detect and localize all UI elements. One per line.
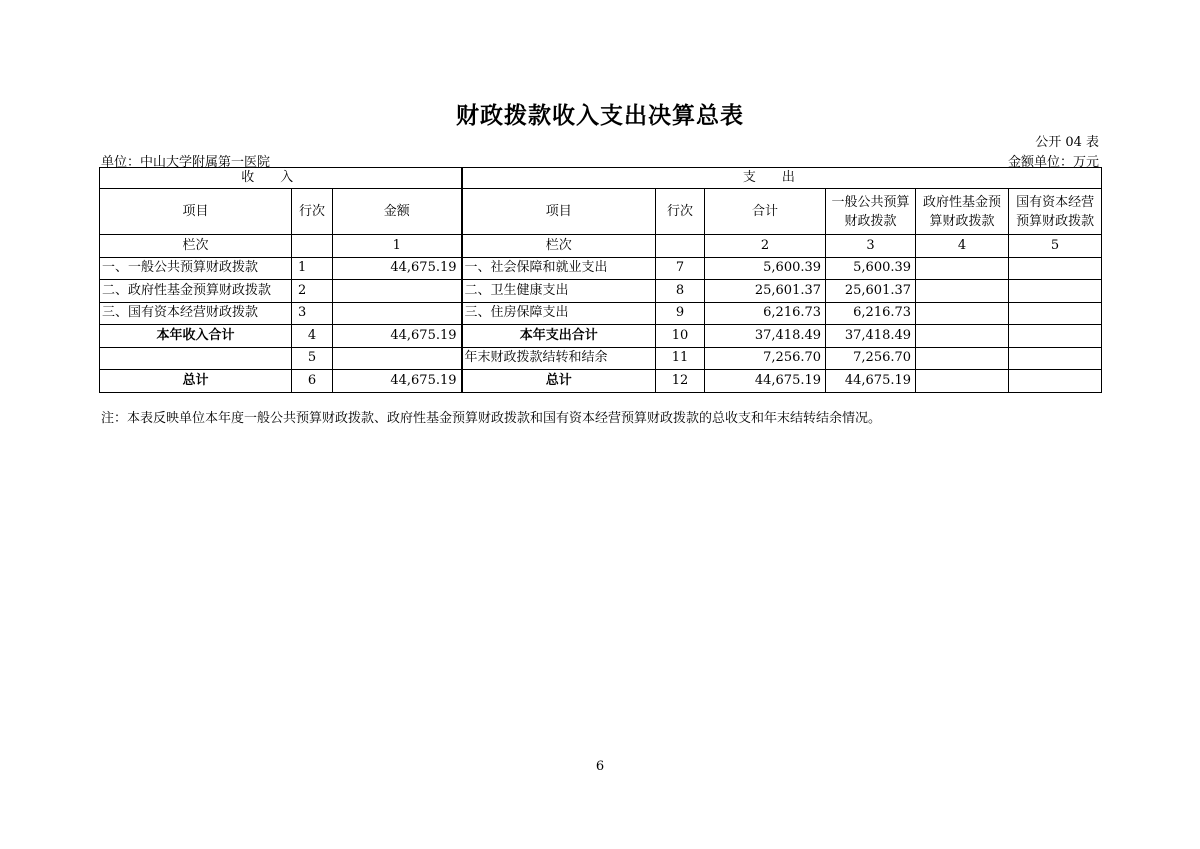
income-row-no: 1 <box>292 257 333 280</box>
general-budget-value: 44,675.19 <box>826 370 916 393</box>
general-budget-value: 7,256.70 <box>826 347 916 370</box>
subtotal-row <box>100 325 1102 348</box>
expense-row-no: 9 <box>656 302 705 325</box>
budget-summary-table <box>99 167 1102 393</box>
expense-total: 25,601.37 <box>705 280 826 303</box>
column-index: 3 <box>826 235 916 258</box>
expense-item: 三、住房保障支出 <box>462 302 656 325</box>
income-header: 收入 <box>100 168 462 189</box>
income-item <box>100 347 292 370</box>
column-label: 栏次 <box>462 235 656 258</box>
expense-item-header: 项目 <box>462 189 656 235</box>
gov-fund-value <box>916 280 1009 303</box>
general-budget-value: 25,601.37 <box>826 280 916 303</box>
table-row <box>100 257 1102 280</box>
expense-total: 7,256.70 <box>705 347 826 370</box>
income-amount: 44,675.19 <box>333 370 462 393</box>
state-capital-value <box>1009 325 1102 348</box>
expense-row-no: 10 <box>656 325 705 348</box>
column-index: 5 <box>1009 235 1102 258</box>
header-row-group <box>100 168 1102 189</box>
table-row <box>100 280 1102 303</box>
income-item: 本年收入合计 <box>100 325 292 348</box>
income-row-no-header: 行次 <box>292 189 333 235</box>
income-amount <box>333 280 462 303</box>
expense-item: 二、卫生健康支出 <box>462 280 656 303</box>
expense-total: 44,675.19 <box>705 370 826 393</box>
gov-fund-value <box>916 302 1009 325</box>
table-row <box>100 347 1102 370</box>
expense-total: 6,216.73 <box>705 302 826 325</box>
column-label: 栏次 <box>100 235 292 258</box>
expense-row-no: 12 <box>656 370 705 393</box>
expense-row-no: 8 <box>656 280 705 303</box>
reporting-unit: 单位：中山大学附属第一医院 <box>101 155 271 170</box>
general-budget-value: 5,600.39 <box>826 257 916 280</box>
income-row-no: 2 <box>292 280 333 303</box>
income-amount: 44,675.19 <box>333 325 462 348</box>
gov-fund-value <box>916 347 1009 370</box>
empty-cell <box>292 235 333 258</box>
expense-item: 一、社会保障和就业支出 <box>462 257 656 280</box>
state-capital-value <box>1009 257 1102 280</box>
gov-fund-header: 政府性基金预算财政拨款 <box>916 189 1009 235</box>
column-index: 1 <box>333 235 462 258</box>
income-item-header: 项目 <box>100 189 292 235</box>
expense-item: 年末财政拨款结转和结余 <box>462 347 656 370</box>
general-budget-header: 一般公共预算财政拨款 <box>826 189 916 235</box>
gov-fund-value <box>916 257 1009 280</box>
income-row-no: 3 <box>292 302 333 325</box>
expense-total: 37,418.49 <box>705 325 826 348</box>
expense-total: 5,600.39 <box>705 257 826 280</box>
income-row-no: 5 <box>292 347 333 370</box>
income-row-no: 4 <box>292 325 333 348</box>
amount-unit: 金额单位：万元 <box>1007 155 1099 170</box>
income-item: 三、国有资本经营财政拨款 <box>100 302 292 325</box>
grand-total-row <box>100 370 1102 393</box>
state-capital-value <box>1009 347 1102 370</box>
empty-cell <box>656 235 705 258</box>
income-row-no: 6 <box>292 370 333 393</box>
table-row <box>100 302 1102 325</box>
column-index: 4 <box>916 235 1009 258</box>
general-budget-value: 37,418.49 <box>826 325 916 348</box>
gov-fund-value <box>916 370 1009 393</box>
header-row-columns <box>100 189 1102 235</box>
page-title: 财政拨款收入支出决算总表 <box>456 103 744 129</box>
expense-row-no: 7 <box>656 257 705 280</box>
income-amount <box>333 302 462 325</box>
expense-row-no: 11 <box>656 347 705 370</box>
expense-total-header: 合计 <box>705 189 826 235</box>
income-amount <box>333 347 462 370</box>
column-index-row <box>100 235 1102 258</box>
state-capital-value <box>1009 280 1102 303</box>
state-capital-header: 国有资本经营预算财政拨款 <box>1009 189 1102 235</box>
income-item: 一、一般公共预算财政拨款 <box>100 257 292 280</box>
column-index: 2 <box>705 235 826 258</box>
general-budget-value: 6,216.73 <box>826 302 916 325</box>
income-amount-header: 金额 <box>333 189 462 235</box>
gov-fund-value <box>916 325 1009 348</box>
state-capital-value <box>1009 370 1102 393</box>
expense-header: 支出 <box>462 168 1102 189</box>
income-item: 二、政府性基金预算财政拨款 <box>100 280 292 303</box>
expense-item: 本年支出合计 <box>462 325 656 348</box>
state-capital-value <box>1009 302 1102 325</box>
expense-row-no-header: 行次 <box>656 189 705 235</box>
form-number: 公开 04 表 <box>1035 135 1099 150</box>
income-item: 总计 <box>100 370 292 393</box>
income-amount: 44,675.19 <box>333 257 462 280</box>
table-note: 注：本表反映单位本年度一般公共预算财政拨款、政府性基金预算财政拨款和国有资本经营预算财政拨款的总收支和年末结转结余情况。 <box>101 411 882 426</box>
expense-item: 总计 <box>462 370 656 393</box>
page-number: 6 <box>595 759 605 774</box>
